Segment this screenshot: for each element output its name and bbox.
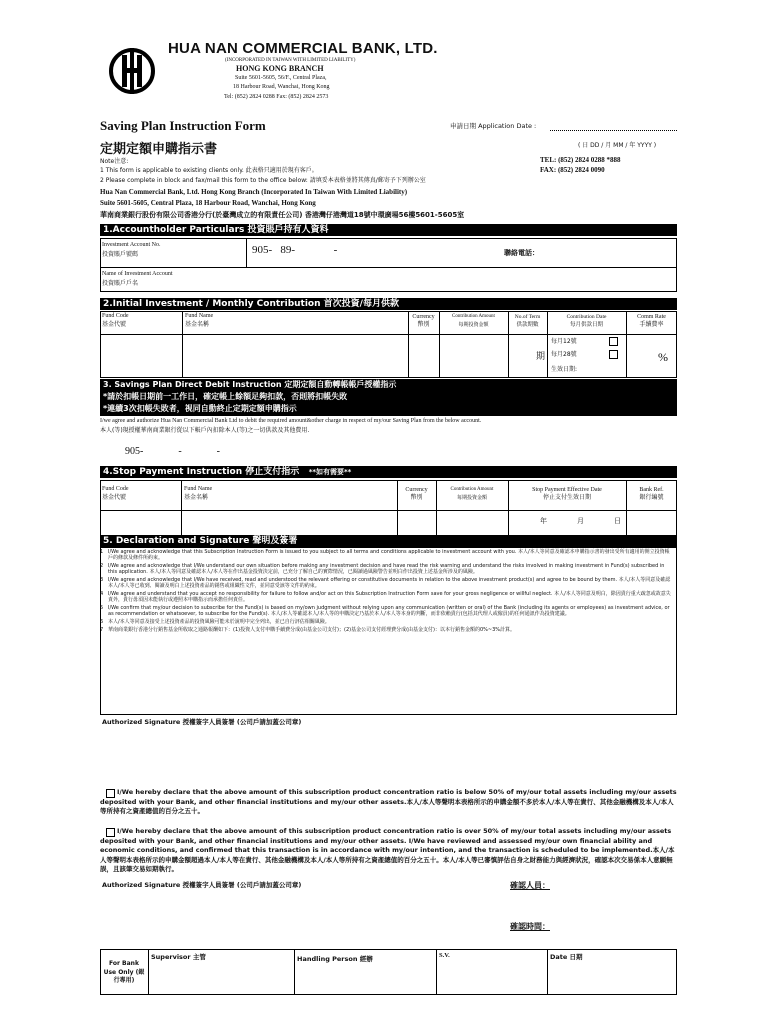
stop-col-fund-name: Fund Name 基金名稱 (184, 486, 213, 501)
stop-col-currency: Currency 幣別 (405, 487, 428, 501)
confirm-person-label: 確認人員： (510, 881, 550, 890)
effective-date-label: 生效日期: (551, 366, 578, 373)
office-address-cn: 華南商業銀行股份有限公司香港分行(於臺灣成立的有限責任公司) 香港灣仔港灣道18號中環廣場56樓5601-5605室 (100, 211, 465, 219)
debit-authorization-en: I/we agree and authorize Hua Nan Commercial Bank Ltd to debit the required amount&other charge in respect of my/our Saving Plan from the below account. (100, 418, 482, 424)
office-address: Suite 5601-5605, Central Plaza, 18 Harbour Road, Wanchai, Hong Kong (100, 199, 316, 207)
authorized-signature-label-2: Authorized Signature 授權簽字人員簽署 (公司戶請加蓋公司章) (102, 881, 302, 889)
percent-sign: % (658, 350, 668, 364)
application-date-field[interactable] (550, 130, 677, 131)
bank-incorporated: (INCORPORATED IN TAIWAN WITH LIMITED LIABILITY) (225, 58, 356, 63)
section-2-header: 2.Initial Investment / Monthly Contribution 首次投資/每月供款 (100, 298, 677, 310)
term-unit-label: 期 (536, 352, 546, 362)
col-comm-rate: Comm Rate 手續費率 (637, 314, 666, 328)
declaration-item: 5 I/We confirm that my/our decision to subscribe for the Fund(s) is based on my/own judgment without relying upon any communication (written or oral) of the Bank (including its agents or employees) as investment advice, or as recommendation or whatsoever, to subscribe for the Fund(s). 本人/本人等確認本人/本人等的申購決定乃基於本人/本人等本身的判斷，而非依賴貴行(包括其代理人或僱員)的任何通訊作為投資建議。 (100, 604, 670, 618)
date-option-12-checkbox[interactable] (609, 337, 618, 346)
col-contribution-date: Contribution Date 每月供款日期 (566, 314, 607, 328)
note-label: Note注意: (100, 158, 129, 165)
col-no-of-term: No.of Term 供款期數 (514, 314, 541, 328)
bank-use-only-label: For Bank Use Only (銀行專用) (103, 960, 145, 984)
section-5-header: 5. Declaration and Signature 聲明及簽署 (100, 535, 677, 547)
date-option-28: 每月28號 (551, 351, 577, 358)
stop-col-amount: Contribution Amount 每期投資金額 (450, 487, 494, 501)
declaration-item: 4 I/We agree and understand that you accept no responsibility for failure to follow and/or act on this Subscription Instruction Form save for your gross negligence or willful neglect. 本人/本人等同意及明白，除因貴行重大疏忽或故意失責外，貴行毋須因未能執行或遵照本申購指示而承擔任何責任。 (100, 590, 671, 604)
bank-address-2: 18 Harbour Road, Wanchai, Hong Kong (233, 84, 330, 90)
handling-person-label: Handling Person 經辦 (297, 955, 373, 963)
date-label: Date 日期 (550, 953, 583, 961)
supervisor-label: Supervisor 主管 (151, 953, 206, 961)
col-fund-code: Fund Code 基金代號 (102, 313, 129, 328)
office-fax: FAX: (852) 2824 0090 (540, 166, 605, 174)
if-needed-note: **如有需要** (308, 468, 352, 476)
investment-account-input[interactable]: 905- 89- - (252, 244, 338, 256)
form-title-en: Saving Plan Instruction Form (100, 118, 266, 133)
bank-address-1: Suite 5601-5605, 56/F., Central Plaza, (235, 75, 327, 81)
stop-month-label: 月 (577, 517, 584, 525)
stop-col-fund-code: Fund Code 基金代號 (102, 486, 129, 501)
declaration-item: 3 I/We agree and acknowledge that I/We have received, read and understood the relevant offering or constitutive documents in relation to the above investment product(s) and agree to be bound by them. 本人/本人等同意及確認本人/本人等已收到、閱讀及明白上述投資產品的銷售或組織性文件，並同意受該等文件的約束。 (100, 576, 671, 590)
col-contribution-amount: Contribution Amount 每期投資金額 (452, 314, 495, 328)
declaration-over-50: I/We hereby declare that the above amount of this subscription product concentration ratio is over 50% of my/our total assets including my/our assets deposited with your Bank, and other financial institutions and my/our other assets. I/We have reviewed and assessed my/our own financial ability and economic conditions, and confirmed that this transaction is in accordance with my/our intention, and the transaction is scheduled to be implemented.本人/本人等聲明本表格所示的申購金額超過本人/本人等在貴行、其他金融機構及本人/本人等所持有之資產總值的百分之五十。本人/本人等已審慎評估自身之財務能力與經濟狀況，確認本次交易係本人意願無誤，且該筆交易如期執行。 (100, 827, 675, 873)
account-name-label: Name of Investment Account (102, 271, 173, 277)
application-date-label: 申請日期 Application Date : (450, 122, 537, 130)
form-title-cn: 定期定額申購指示書 (100, 142, 218, 157)
declaration-item: 2 I/We agree and acknowledge that I/We understand our own situation before making any investment decision and have read the risk warning and understand the risks involved in making investment in Fund(s) subscribed in this application. 本人/本人等同意及確認本人/本人等在作出基金投資決定前，已充分了解自己的實際情況，已閱讀過風險警告並明白作出投資上述基金所涉及的風險。 (100, 562, 665, 576)
investment-account-label-cn: 投資賬戶號碼 (102, 251, 139, 258)
section-3-header: 3. Savings Plan Direct Debit Instruction 定期定額自動轉帳帳戶授權指示 *請於扣帳日期前一工作日，確定帳上餘額足夠扣款，否則將扣帳失敗 *連續3次扣帳失敗者，視同自動終止定期定額申購指示 (100, 379, 677, 416)
stop-day-label: 日 (614, 517, 621, 525)
date-format-hint: ( 日 DD / 月 MM / 年 YYYY ) (578, 142, 657, 149)
investment-account-label: Investment Account No. (102, 242, 161, 248)
account-name-label-cn: 投資賬戶戶名 (102, 280, 139, 287)
date-option-28-checkbox[interactable] (609, 350, 618, 359)
account-table (100, 238, 677, 292)
bank-phone: Tel: (852) 2824 0288 Fax: (852) 2824 2573 (224, 94, 329, 100)
declaration-item: 1 I/We agree and acknowledge that this Subscription Instruction Form is issued to you subject to all terms and conditions applicable to investment account with you. 本人/本人等同意及確認本申購指示書的發出受所有適用的開立投資帳戶的條款及條件所約束。 (100, 549, 670, 562)
col-currency: Currency 幣別 (412, 314, 435, 328)
stop-col-bank-ref: Bank Ref. 銀行編號 (639, 487, 664, 501)
debit-account-input[interactable]: 905- - - (125, 446, 220, 457)
authorized-signature-area[interactable] (100, 728, 677, 784)
confirm-time-label: 確認時間： (510, 922, 550, 931)
office-tel: TEL: (852) 2824 0288 *888 (540, 156, 621, 164)
declaration-list (100, 549, 677, 634)
col-fund-name: Fund Name 基金名稱 (185, 313, 214, 328)
section-4-header: 4.Stop Payment Instruction 停止支付指示 **如有需要** (100, 466, 677, 478)
declaration-item: 7 華南商業銀行香港分行銷售基金所收取之通路報酬如下：(1)投資人支付申購手續費分成(由基金公司支付)；(2)基金公司支付經理費分成(由基金支付)：以本行銷售金額的0%~3%計算。 (100, 626, 516, 633)
declaration-below-50: I/We hereby declare that the above amount of this subscription product concentration ratio is below 50% of my/our total assets including my/our assets deposited with your Bank, and other financial institutions and my/our other assets.本人/本人等聲明本表格所示的申購金額不多於本人/本人等在貴行、其他金融機構及本人/本人等所持有之資產總值的百分之五十。 (100, 788, 677, 815)
bank-name: HUA NAN COMMERCIAL BANK, LTD. (168, 40, 438, 57)
office-name: Hua Nan Commercial Bank, Ltd. Hong Kong Branch (Incorporated In Taiwan With Limited Liability) (100, 188, 408, 196)
bank-logo (107, 46, 157, 96)
note-2: 2 Please complete in block and fax/mail this form to the office below: 請填妥本表格並將其傳真/郵寄予下列辦公室 (100, 177, 426, 184)
sv-label: S.V. (439, 952, 450, 959)
stop-col-effective-date: Stop Payment Effective Date 停止支付生效日期 (532, 487, 602, 501)
stop-year-label: 年 (540, 517, 547, 525)
date-option-12: 每月12號 (551, 338, 577, 345)
authorized-signature-label: Authorized Signature 授權簽字人員簽署 (公司戶請加蓋公司章) (102, 718, 302, 726)
section-1-header: 1.Accountholder Particulars 投資賬戶持有人資料 (100, 224, 677, 236)
bank-branch: HONG KONG BRANCH (236, 64, 324, 73)
note-1: 1 This form is applicable to existing clients only. 此表格只適用於現有客戶。 (100, 167, 318, 174)
declaration-item: 6 本人/本人等同意及接受上述投資產品的投資風險可能未於說明中完全列出，並已自行評估相關風險。 (100, 618, 330, 625)
debit-authorization-cn: 本人(等)現授權華南商業銀行從以下帳戶內扣除本人(等)之一切供款及其他費用. (100, 427, 310, 434)
contact-phone-label: 聯絡電話： (504, 249, 539, 257)
